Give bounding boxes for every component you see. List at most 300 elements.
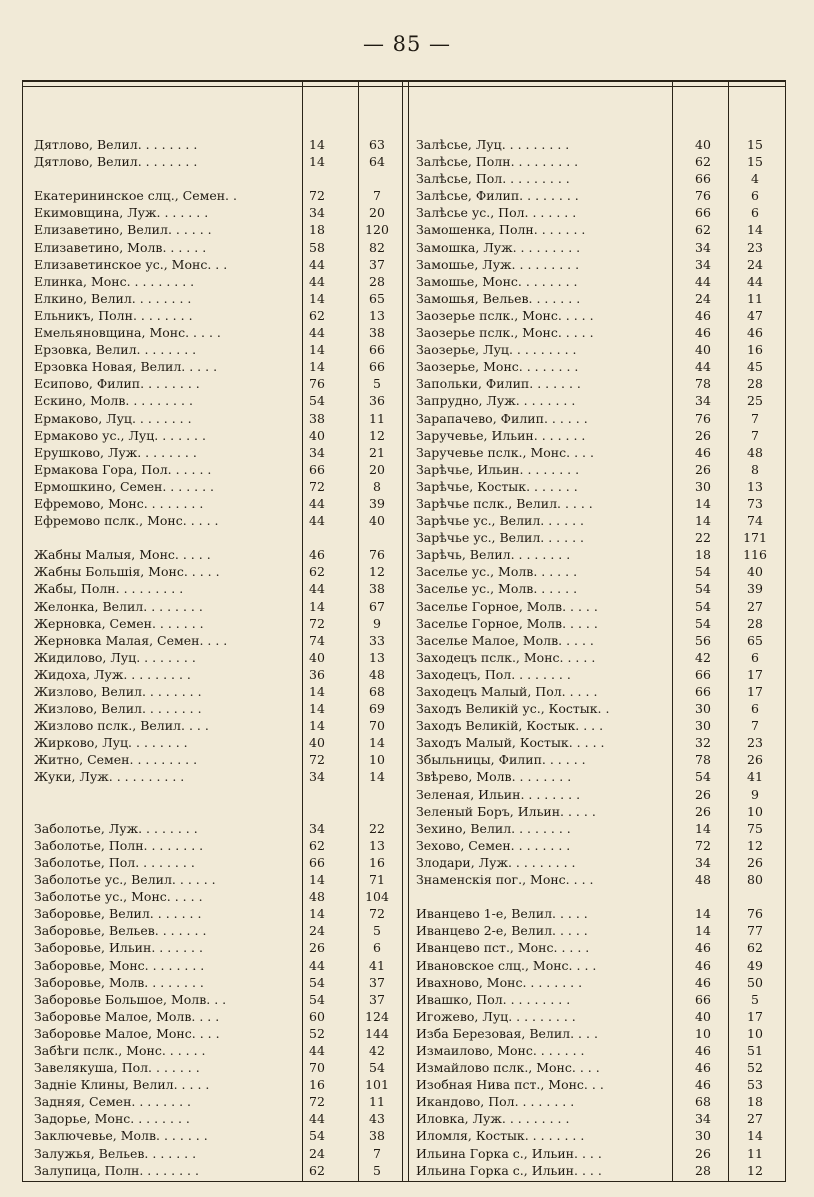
place-name: Иванцево пст., Монс. . . . . bbox=[416, 940, 590, 956]
place-name: Заборовье, Велил. . . . . . . bbox=[34, 906, 202, 922]
table-row bbox=[410, 991, 786, 1008]
place-name: Иванцево 1-е, Велил. . . . . bbox=[416, 906, 588, 922]
table-row bbox=[22, 187, 402, 204]
entry-number: 5 bbox=[373, 923, 381, 939]
entry-number: 49 bbox=[747, 957, 763, 973]
map-number: 62 bbox=[695, 154, 711, 170]
map-number: 14 bbox=[309, 359, 325, 375]
map-number: 66 bbox=[309, 854, 325, 870]
place-name: Изба Березовая, Велил. . . . bbox=[416, 1025, 598, 1041]
table-row bbox=[410, 615, 786, 632]
entry-number: 7 bbox=[751, 410, 759, 426]
map-number: 72 bbox=[309, 752, 325, 768]
map-number: 44 bbox=[309, 957, 325, 973]
place-name: Залѣсье, Луц. . . . . . . . . bbox=[416, 137, 570, 152]
table-row bbox=[410, 768, 786, 785]
table-row bbox=[22, 204, 402, 221]
place-name: Зеленая, Ильин. . . . . . . . bbox=[416, 786, 581, 802]
table-row bbox=[22, 1042, 402, 1059]
entry-number: 16 bbox=[747, 342, 763, 358]
map-number: 46 bbox=[695, 307, 711, 323]
map-number: 74 bbox=[309, 632, 325, 648]
map-number: 26 bbox=[695, 1145, 711, 1161]
map-number: 26 bbox=[695, 427, 711, 443]
map-number: 44 bbox=[309, 495, 325, 511]
entry-number: 38 bbox=[369, 581, 385, 597]
place-name: Знаменскія пог., Монс. . . . bbox=[416, 872, 594, 888]
map-number: 68 bbox=[695, 1094, 711, 1110]
table-row bbox=[22, 1059, 402, 1076]
place-name: Заболотье, Полн. . . . . . . . bbox=[34, 837, 204, 853]
entry-number: 76 bbox=[369, 547, 385, 563]
page-number: — 85 — bbox=[362, 32, 452, 56]
table-row bbox=[22, 461, 402, 478]
entry-number: 13 bbox=[369, 649, 385, 665]
table-row bbox=[22, 974, 402, 991]
map-number: 26 bbox=[309, 940, 325, 956]
place-name: Ефремово пслк., Монс. . . . . bbox=[34, 513, 219, 529]
place-name: Заборовье Малое, Монс. . . . bbox=[34, 1025, 220, 1041]
table-row bbox=[410, 905, 786, 922]
map-number: 72 bbox=[309, 1094, 325, 1110]
table-row bbox=[410, 939, 786, 956]
place-name: Измаилово, Монс. . . . . . . bbox=[416, 1042, 585, 1058]
table-row bbox=[22, 957, 402, 974]
table-row bbox=[410, 273, 786, 290]
entry-number: 9 bbox=[373, 615, 381, 631]
map-number: 44 bbox=[695, 273, 711, 289]
table-row bbox=[22, 717, 402, 734]
map-number: 34 bbox=[695, 1111, 711, 1127]
place-name: Елинка, Монс. . . . . . . . . bbox=[34, 273, 195, 289]
map-number: 78 bbox=[695, 752, 711, 768]
map-number: 16 bbox=[309, 1077, 325, 1093]
map-number: 62 bbox=[309, 564, 325, 580]
entry-number: 11 bbox=[747, 290, 763, 306]
table-row bbox=[410, 563, 786, 580]
map-number: 54 bbox=[695, 598, 711, 614]
entry-number: 7 bbox=[751, 718, 759, 734]
entry-number: 26 bbox=[747, 854, 763, 870]
map-number: 30 bbox=[695, 478, 711, 494]
table-row bbox=[410, 871, 786, 888]
table-row bbox=[410, 888, 786, 905]
place-name: Збыльницы, Филип. . . . . . bbox=[416, 752, 586, 768]
map-number: 44 bbox=[309, 256, 325, 272]
place-name: Заходецъ Малый, Пол. . . . . bbox=[416, 684, 598, 699]
entry-number: 12 bbox=[747, 1162, 763, 1178]
table-row bbox=[410, 307, 786, 324]
table-row bbox=[22, 375, 402, 392]
map-number: 54 bbox=[309, 974, 325, 990]
entry-number: 124 bbox=[365, 1008, 389, 1024]
place-name: Ермаково ус., Луц. . . . . . . bbox=[34, 427, 206, 443]
map-number: 54 bbox=[309, 1128, 325, 1144]
map-number: 38 bbox=[309, 410, 325, 426]
map-number: 44 bbox=[309, 581, 325, 597]
table-row bbox=[22, 751, 402, 768]
entry-number: 21 bbox=[369, 444, 385, 460]
map-number: 14 bbox=[309, 872, 325, 888]
entry-number: 71 bbox=[369, 872, 385, 888]
place-name: Ескино, Молв. . . . . . . . . bbox=[34, 393, 193, 409]
table-row bbox=[410, 803, 786, 820]
table-row bbox=[410, 957, 786, 974]
entry-number: 17 bbox=[747, 684, 763, 699]
map-number: 14 bbox=[309, 290, 325, 306]
place-name: Зеленый Боръ, Ильин. . . . . bbox=[416, 803, 596, 819]
entry-number: 76 bbox=[747, 906, 763, 922]
entry-number: 39 bbox=[747, 581, 763, 597]
entry-number: 13 bbox=[747, 478, 763, 494]
entry-number: 20 bbox=[369, 205, 385, 221]
table-row bbox=[410, 1042, 786, 1059]
entry-number: 37 bbox=[369, 256, 385, 272]
map-number: 66 bbox=[695, 205, 711, 221]
table-row bbox=[410, 427, 786, 444]
place-name: Екатерининское слц., Семен. . bbox=[34, 188, 237, 204]
map-number: 24 bbox=[695, 290, 711, 306]
table-row bbox=[22, 358, 402, 375]
entry-number: 11 bbox=[369, 410, 385, 426]
entry-number: 6 bbox=[373, 940, 381, 956]
map-number: 30 bbox=[695, 718, 711, 734]
table-row bbox=[410, 922, 786, 939]
table-row bbox=[410, 683, 786, 700]
entry-number: 22 bbox=[369, 820, 385, 836]
entry-number: 77 bbox=[747, 923, 763, 939]
table-row bbox=[22, 153, 402, 170]
place-name: Жабны Большія, Монс. . . . . bbox=[34, 564, 220, 580]
entry-number: 73 bbox=[747, 495, 763, 511]
place-name: Заходъ Великій, Костык. . . . bbox=[416, 718, 604, 734]
map-number: 66 bbox=[695, 991, 711, 1007]
entry-number: 101 bbox=[365, 1077, 389, 1093]
table-row bbox=[410, 1093, 786, 1110]
table-row bbox=[22, 410, 402, 427]
entry-number: 10 bbox=[369, 752, 385, 768]
entry-number: 5 bbox=[373, 1162, 381, 1178]
entry-number: 24 bbox=[747, 256, 763, 272]
table-row bbox=[410, 1059, 786, 1076]
entry-number: 10 bbox=[747, 803, 763, 819]
place-name: Залѣсье, Полн. . . . . . . . . bbox=[416, 154, 579, 170]
table-row bbox=[22, 392, 402, 409]
entry-number: 8 bbox=[751, 461, 759, 477]
table-row bbox=[22, 580, 402, 597]
entry-number: 43 bbox=[369, 1111, 385, 1127]
place-name: Зарѣчье ус., Велил. . . . . . bbox=[416, 513, 584, 529]
map-number: 34 bbox=[695, 854, 711, 870]
map-number: 40 bbox=[695, 1008, 711, 1024]
map-number: 78 bbox=[695, 376, 711, 392]
table-row bbox=[22, 666, 402, 683]
place-name: Екимовщина, Луж. . . . . . . bbox=[34, 205, 209, 221]
map-number: 14 bbox=[309, 137, 325, 152]
table-row bbox=[22, 307, 402, 324]
table-row bbox=[22, 256, 402, 273]
entry-number: 104 bbox=[365, 889, 389, 905]
entry-number: 40 bbox=[369, 513, 385, 529]
table-row bbox=[22, 1008, 402, 1025]
place-name: Зарѣчье, Костык. . . . . . . bbox=[416, 478, 578, 494]
map-number: 40 bbox=[695, 342, 711, 358]
table-row bbox=[410, 1008, 786, 1025]
table-row bbox=[22, 837, 402, 854]
place-name: Елизаветино, Велил. . . . . . bbox=[34, 222, 212, 238]
table-row bbox=[410, 239, 786, 256]
map-number: 40 bbox=[695, 137, 711, 152]
table-row bbox=[22, 854, 402, 871]
entry-number: 63 bbox=[369, 137, 385, 152]
entry-number: 41 bbox=[369, 957, 385, 973]
place-name: Заселье Горное, Молв. . . . . bbox=[416, 598, 598, 614]
place-name: Жерновка, Семен. . . . . . . bbox=[34, 615, 204, 631]
table-row bbox=[22, 444, 402, 461]
table-row bbox=[22, 700, 402, 717]
place-name: Залѣсье, Филип. . . . . . . . bbox=[416, 188, 579, 204]
table-row bbox=[22, 1145, 402, 1162]
place-name: Ивахново, Монс. . . . . . . . bbox=[416, 974, 583, 990]
map-number: 34 bbox=[695, 393, 711, 409]
place-name: Игожево, Луц. . . . . . . . . bbox=[416, 1008, 576, 1024]
map-number: 14 bbox=[309, 701, 325, 717]
entry-number: 41 bbox=[747, 769, 763, 785]
entry-number: 70 bbox=[369, 718, 385, 734]
place-name: Задняя, Семен. . . . . . . . bbox=[34, 1094, 192, 1110]
entry-number: 27 bbox=[747, 598, 763, 614]
place-name: Заручевье, Ильин. . . . . . . bbox=[416, 427, 586, 443]
place-name: Заходецъ пслк., Монс. . . . . bbox=[416, 649, 596, 665]
place-name: Залужья, Вельев. . . . . . . bbox=[34, 1145, 197, 1161]
table-row bbox=[22, 290, 402, 307]
map-number: 34 bbox=[309, 444, 325, 460]
map-number: 66 bbox=[695, 666, 711, 682]
entry-number: 23 bbox=[747, 735, 763, 751]
place-name: Заборовье Малое, Молв. . . . bbox=[34, 1008, 220, 1024]
table-row bbox=[410, 1076, 786, 1093]
entry-number: 7 bbox=[373, 188, 381, 204]
map-number: 46 bbox=[695, 974, 711, 990]
place-name: Заозерье пслк., Монс. . . . . bbox=[416, 325, 594, 341]
index-table bbox=[22, 80, 786, 1182]
entry-number: 46 bbox=[747, 325, 763, 341]
table-row bbox=[410, 512, 786, 529]
table-row bbox=[22, 632, 402, 649]
entry-number: 171 bbox=[743, 530, 767, 546]
entry-number: 51 bbox=[747, 1042, 763, 1058]
place-name: Заборовье, Монс. . . . . . . . bbox=[34, 957, 205, 973]
place-name: Ефремово, Монс. . . . . . . . bbox=[34, 495, 204, 511]
table-row bbox=[410, 324, 786, 341]
map-number: 54 bbox=[309, 991, 325, 1007]
table-row bbox=[410, 837, 786, 854]
place-name: Заболотье ус., Монс. . . . . bbox=[34, 889, 203, 905]
map-number: 72 bbox=[309, 188, 325, 204]
entry-number: 116 bbox=[743, 547, 767, 563]
entry-number: 45 bbox=[747, 359, 763, 375]
map-number: 54 bbox=[695, 564, 711, 580]
map-number: 14 bbox=[309, 684, 325, 699]
place-name: Ерзовка, Велил. . . . . . . . bbox=[34, 342, 197, 358]
table-row bbox=[410, 734, 786, 751]
place-name: Заболотье ус., Велил. . . . . . bbox=[34, 872, 216, 888]
map-number: 54 bbox=[309, 393, 325, 409]
map-number: 26 bbox=[695, 803, 711, 819]
map-number: 44 bbox=[309, 273, 325, 289]
table-row bbox=[22, 341, 402, 358]
map-number: 54 bbox=[695, 615, 711, 631]
entry-number: 5 bbox=[373, 376, 381, 392]
table-row bbox=[410, 751, 786, 768]
map-number: 66 bbox=[309, 461, 325, 477]
map-number: 58 bbox=[309, 239, 325, 255]
map-number: 66 bbox=[695, 171, 711, 187]
entry-number: 52 bbox=[747, 1060, 763, 1076]
table-row bbox=[22, 598, 402, 615]
entry-number: 14 bbox=[747, 1128, 763, 1144]
map-number: 48 bbox=[309, 889, 325, 905]
map-number: 76 bbox=[695, 188, 711, 204]
place-name: Заборовье, Ильин. . . . . . . bbox=[34, 940, 203, 956]
place-name: Изобная Нива пст., Монс. . . bbox=[416, 1077, 604, 1093]
entry-number: 6 bbox=[751, 188, 759, 204]
entry-number: 65 bbox=[369, 290, 385, 306]
entry-number: 27 bbox=[747, 1111, 763, 1127]
entry-number: 72 bbox=[369, 906, 385, 922]
place-name: Заборовье Большое, Молв. . . bbox=[34, 991, 227, 1007]
entry-number: 25 bbox=[747, 393, 763, 409]
entry-number: 144 bbox=[365, 1025, 389, 1041]
entry-number: 66 bbox=[369, 342, 385, 358]
entry-number: 7 bbox=[373, 1145, 381, 1161]
entry-number: 38 bbox=[369, 325, 385, 341]
table-row bbox=[22, 495, 402, 512]
entry-number: 13 bbox=[369, 837, 385, 853]
table-row bbox=[410, 529, 786, 546]
table-row bbox=[410, 1127, 786, 1144]
place-name: Ильина Горка с., Ильин. . . . bbox=[416, 1145, 602, 1161]
place-name: Елкино, Велил. . . . . . . . bbox=[34, 290, 192, 306]
place-name: Дятлово, Велил. . . . . . . . bbox=[34, 154, 198, 170]
place-name: Заселье ус., Молв. . . . . . bbox=[416, 564, 578, 580]
place-name: Заболотье, Пол. . . . . . . . bbox=[34, 854, 195, 870]
map-number: 48 bbox=[695, 872, 711, 888]
entry-number: 14 bbox=[369, 769, 385, 785]
map-number: 40 bbox=[309, 649, 325, 665]
place-name: Ивашко, Пол. . . . . . . . . bbox=[416, 991, 571, 1007]
place-name: Ивановское слц., Монс. . . . bbox=[416, 957, 597, 973]
map-number: 54 bbox=[695, 581, 711, 597]
table-row bbox=[22, 563, 402, 580]
table-row bbox=[410, 974, 786, 991]
entry-number: 38 bbox=[369, 1128, 385, 1144]
table-row bbox=[410, 478, 786, 495]
map-number: 44 bbox=[309, 325, 325, 341]
map-number: 26 bbox=[695, 786, 711, 802]
entry-number: 37 bbox=[369, 991, 385, 1007]
map-number: 10 bbox=[695, 1025, 711, 1041]
table-row bbox=[410, 1162, 786, 1179]
map-number: 40 bbox=[309, 427, 325, 443]
place-name: Дятлово, Велил. . . . . . . . bbox=[34, 137, 198, 152]
place-name: Елизаветинское ус., Монс. . . bbox=[34, 256, 228, 272]
place-name: Емельяновщина, Монс. . . . . bbox=[34, 325, 221, 341]
entry-number: 23 bbox=[747, 239, 763, 255]
place-name: Заручевье пслк., Монс. . . . bbox=[416, 444, 594, 460]
table-row bbox=[22, 991, 402, 1008]
entry-number: 80 bbox=[747, 872, 763, 888]
table-row bbox=[410, 786, 786, 803]
entry-number: 9 bbox=[751, 786, 759, 802]
table-row bbox=[410, 136, 786, 153]
table-row bbox=[410, 1110, 786, 1127]
table-row bbox=[410, 410, 786, 427]
map-number: 54 bbox=[695, 769, 711, 785]
entry-number: 66 bbox=[369, 359, 385, 375]
place-name: Заходецъ, Пол. . . . . . . . bbox=[416, 666, 571, 682]
table-row bbox=[410, 546, 786, 563]
entry-number: 12 bbox=[747, 837, 763, 853]
table-row bbox=[410, 290, 786, 307]
place-name: Жуки, Луж. . . . . . . . . . bbox=[34, 769, 185, 785]
map-number: 66 bbox=[695, 684, 711, 699]
place-name: Заселье Горное, Молв. . . . . bbox=[416, 615, 598, 631]
table-row bbox=[22, 683, 402, 700]
entry-number: 26 bbox=[747, 752, 763, 768]
entry-number: 12 bbox=[369, 427, 385, 443]
map-number: 26 bbox=[695, 461, 711, 477]
place-name: Иванцево 2-е, Велил. . . . . bbox=[416, 923, 588, 939]
place-name: Елизаветино, Молв. . . . . . bbox=[34, 239, 207, 255]
map-number: 72 bbox=[309, 615, 325, 631]
entry-number: 14 bbox=[369, 735, 385, 751]
place-name: Есиповo, Филип. . . . . . . . bbox=[34, 376, 200, 392]
table-row bbox=[22, 786, 402, 803]
place-name: Ермаково, Луц. . . . . . . . bbox=[34, 410, 192, 426]
place-name: Замошенка, Полн. . . . . . . bbox=[416, 222, 586, 238]
entry-number: 120 bbox=[365, 222, 389, 238]
entry-number: 53 bbox=[747, 1077, 763, 1093]
table-row bbox=[22, 427, 402, 444]
map-number: 46 bbox=[695, 1060, 711, 1076]
right-column bbox=[410, 136, 786, 1179]
map-number: 32 bbox=[695, 735, 711, 751]
table-row bbox=[22, 273, 402, 290]
place-name: Заселье Малое, Молв. . . . . bbox=[416, 632, 594, 648]
table-row bbox=[22, 170, 402, 187]
place-name: Заселье ус., Молв. . . . . . bbox=[416, 581, 578, 597]
table-row bbox=[22, 803, 402, 820]
table-row bbox=[22, 1025, 402, 1042]
place-name: Ермошкино, Семен. . . . . . . bbox=[34, 478, 215, 494]
entry-number: 48 bbox=[369, 666, 385, 682]
place-name: Заозерье, Монс. . . . . . . . bbox=[416, 359, 579, 375]
table-row bbox=[410, 461, 786, 478]
entry-number: 48 bbox=[747, 444, 763, 460]
table-row bbox=[410, 153, 786, 170]
place-name: Ельникъ, Полн. . . . . . . . bbox=[34, 307, 193, 323]
place-name: Залупица, Полн. . . . . . . . bbox=[34, 1162, 199, 1178]
table-row bbox=[22, 1127, 402, 1144]
place-name: Заключевье, Молв. . . . . . . bbox=[34, 1128, 208, 1144]
place-name: Заозерье, Луц. . . . . . . . . bbox=[416, 342, 577, 358]
entry-number: 36 bbox=[369, 393, 385, 409]
table-row bbox=[22, 871, 402, 888]
place-name: Злодари, Луж. . . . . . . . . bbox=[416, 854, 576, 870]
table-row bbox=[22, 939, 402, 956]
entry-number: 12 bbox=[369, 564, 385, 580]
